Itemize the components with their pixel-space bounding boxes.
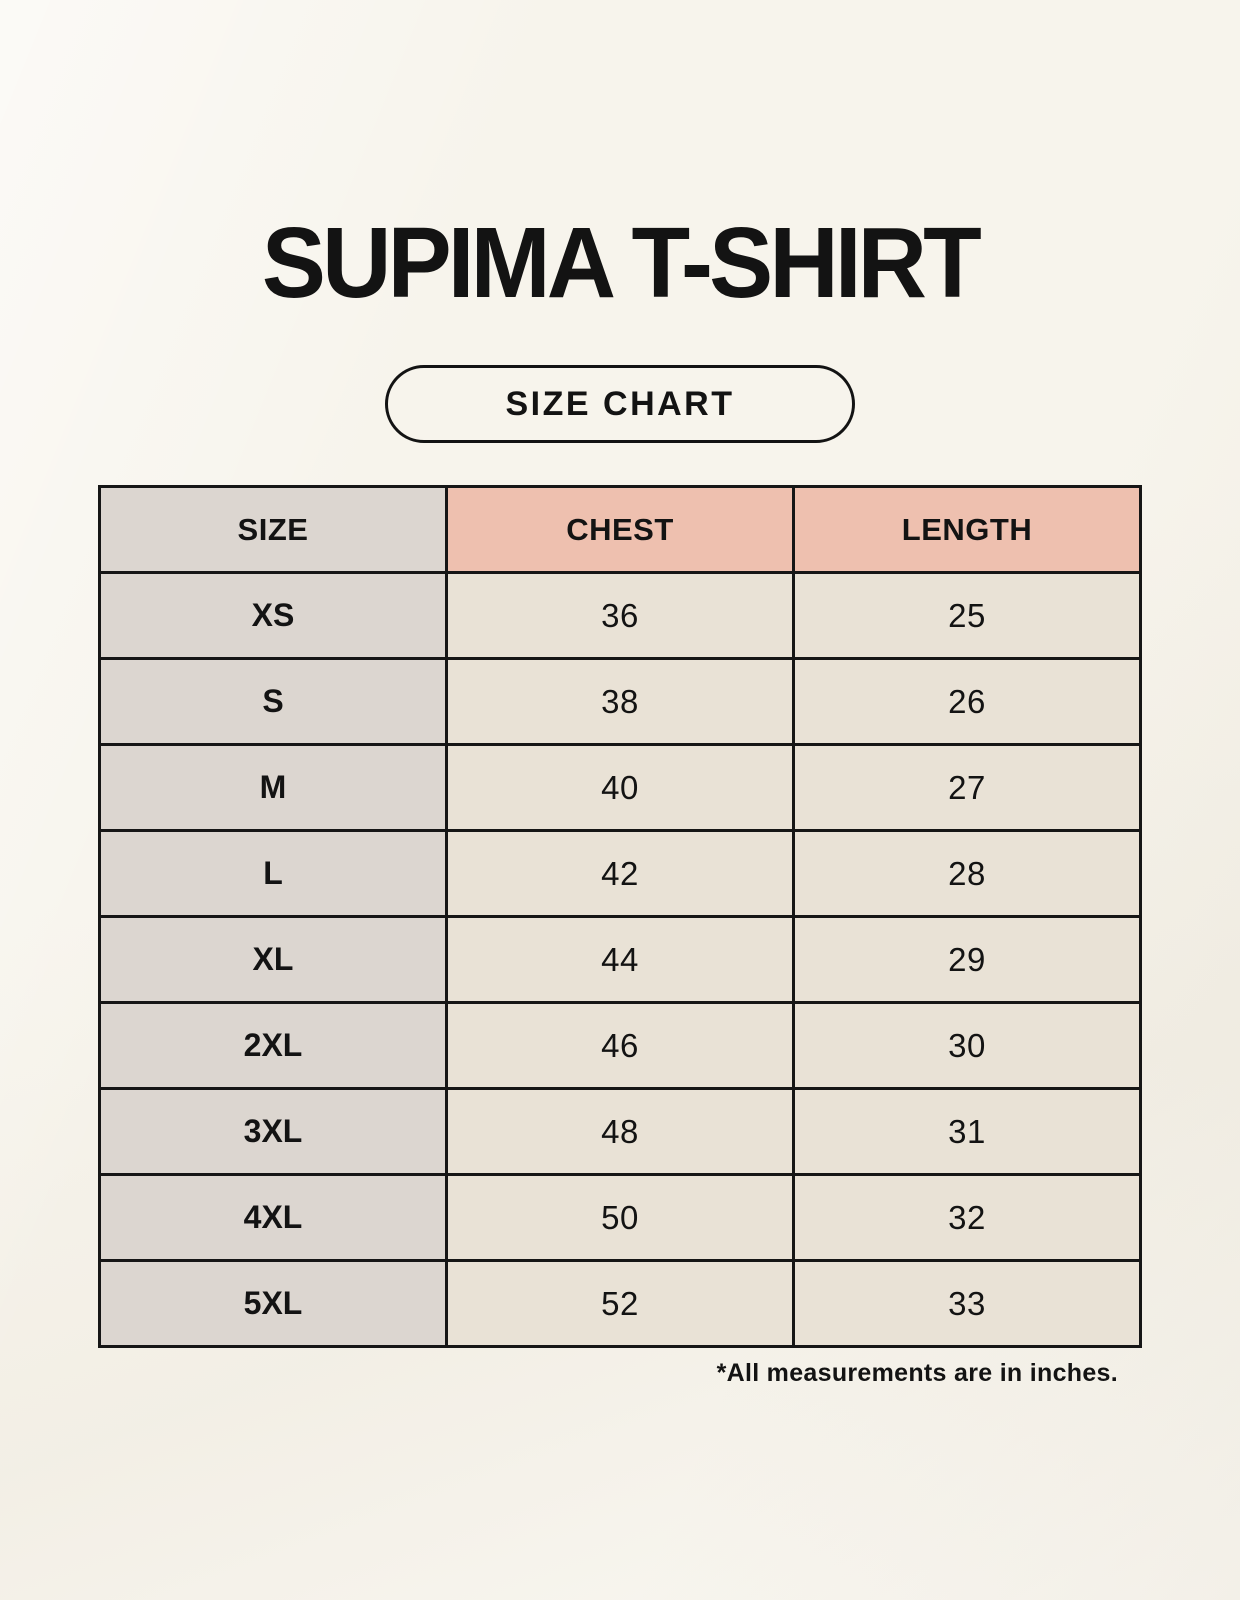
size-chart-button-label: SIZE CHART xyxy=(505,384,735,423)
table-row-xs xyxy=(100,573,1141,659)
chest-cell: 52 xyxy=(447,1261,794,1347)
size-cell: S xyxy=(100,659,447,745)
length-cell: 30 xyxy=(794,1003,1141,1089)
size-table-body xyxy=(100,573,1141,1347)
table-row-3xl xyxy=(100,1089,1141,1175)
chest-cell: 46 xyxy=(447,1003,794,1089)
length-cell: 25 xyxy=(794,573,1141,659)
table-row-4xl xyxy=(100,1175,1141,1261)
table-row-m xyxy=(100,745,1141,831)
size-table-header xyxy=(100,487,1141,573)
table-row-xl xyxy=(100,917,1141,1003)
page-title: SUPIMA T-SHIRT xyxy=(261,207,979,319)
table-row-s xyxy=(100,659,1141,745)
length-cell: 26 xyxy=(794,659,1141,745)
size-cell: XL xyxy=(100,917,447,1003)
header-cell-chest: CHEST xyxy=(447,487,794,573)
size-cell: 3XL xyxy=(100,1089,447,1175)
length-cell: 28 xyxy=(794,831,1141,917)
size-chart-button[interactable] xyxy=(385,365,855,443)
chest-cell: 36 xyxy=(447,573,794,659)
length-cell: 31 xyxy=(794,1089,1141,1175)
size-cell: 4XL xyxy=(100,1175,447,1261)
size-cell: L xyxy=(100,831,447,917)
chest-cell: 48 xyxy=(447,1089,794,1175)
header-cell-length: LENGTH xyxy=(794,487,1141,573)
table-row-5xl xyxy=(100,1261,1141,1347)
length-cell: 32 xyxy=(794,1175,1141,1261)
chest-cell: 40 xyxy=(447,745,794,831)
size-cell: 2XL xyxy=(100,1003,447,1089)
header-cell-size: SIZE xyxy=(100,487,447,573)
size-cell: M xyxy=(100,745,447,831)
header-row xyxy=(100,487,1141,573)
measurements-footnote: *All measurements are in inches. xyxy=(716,1359,1118,1387)
size-cell: 5XL xyxy=(100,1261,447,1347)
table-row-l xyxy=(100,831,1141,917)
chest-cell: 50 xyxy=(447,1175,794,1261)
length-cell: 29 xyxy=(794,917,1141,1003)
size-table xyxy=(98,485,1142,1348)
chest-cell: 42 xyxy=(447,831,794,917)
chest-cell: 38 xyxy=(447,659,794,745)
length-cell: 33 xyxy=(794,1261,1141,1347)
table-row-2xl xyxy=(100,1003,1141,1089)
chest-cell: 44 xyxy=(447,917,794,1003)
size-cell: XS xyxy=(100,573,447,659)
length-cell: 27 xyxy=(794,745,1141,831)
